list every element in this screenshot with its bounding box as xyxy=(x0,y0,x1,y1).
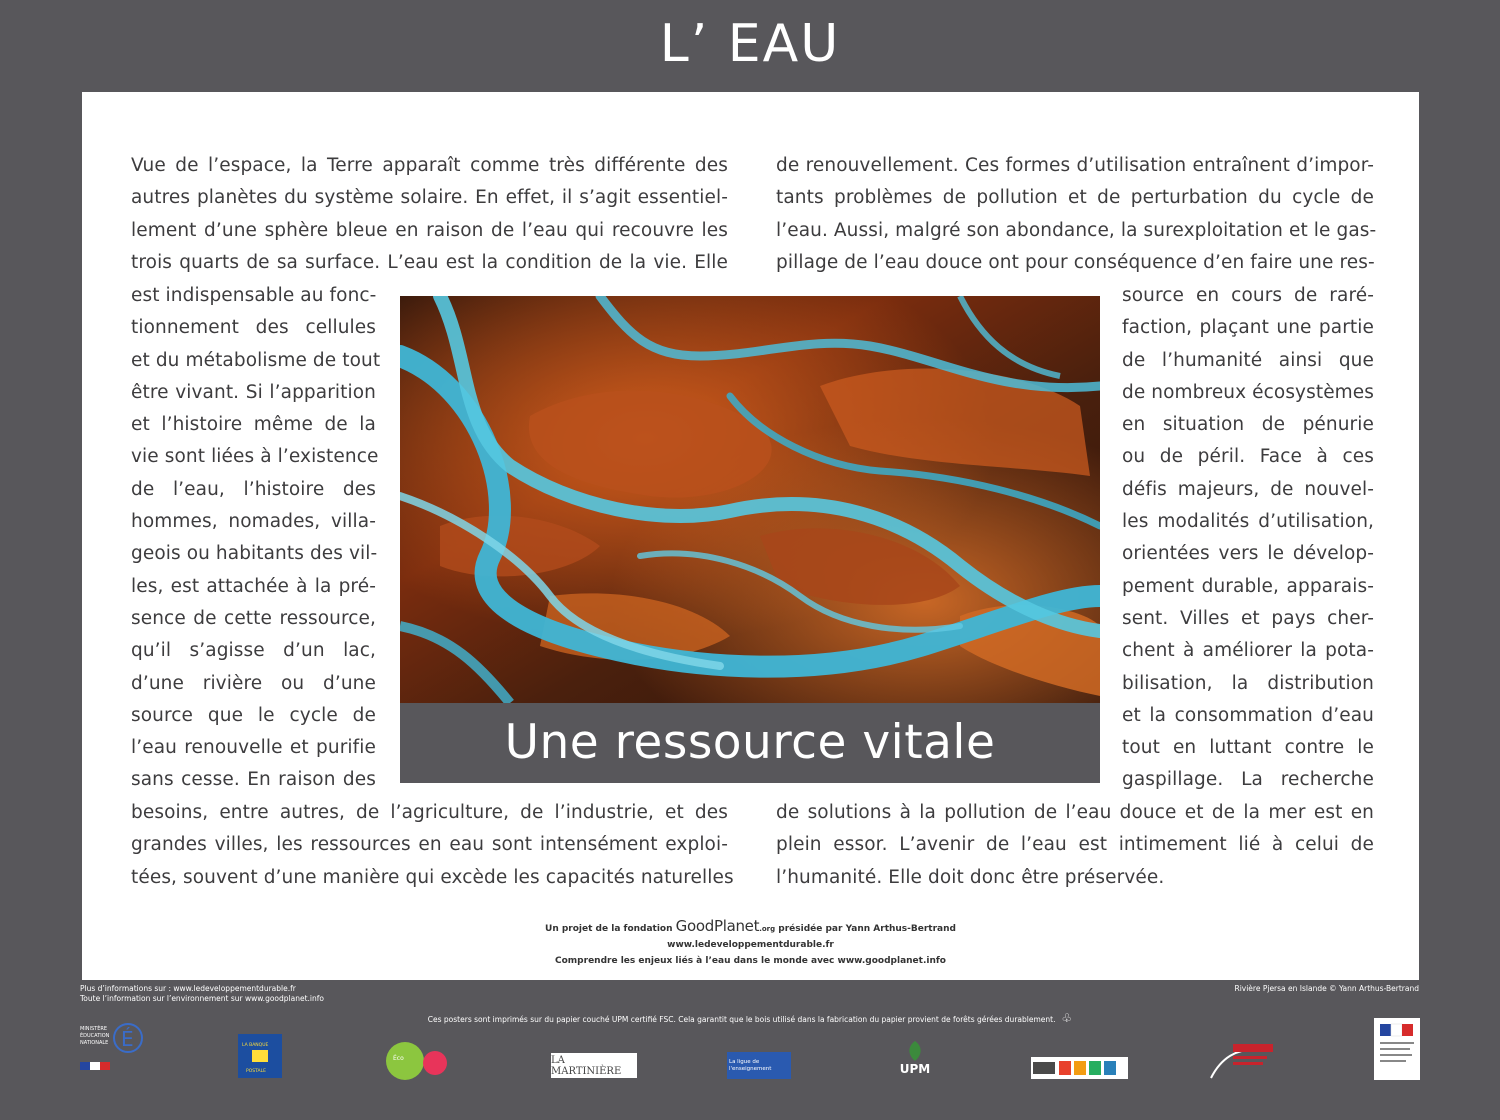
ministere-logo xyxy=(78,1016,144,1080)
goodplanet-suffix: .org xyxy=(759,925,776,933)
credits-prefix: Un projet de la fondation xyxy=(545,924,673,934)
poster-title: L’ EAU xyxy=(659,14,841,74)
text-line: est indispensable au fonc- xyxy=(131,285,377,306)
credits-line xyxy=(82,918,1419,937)
credits-block xyxy=(82,918,1419,969)
text-line: de nombreux écosystèmes xyxy=(1122,381,1375,403)
text-line: lement d’une sphère bleue en raison de l’eau qui recouvre les xyxy=(131,219,728,241)
text-line: qu’il s’agisse d’un lac, xyxy=(131,640,376,662)
photo-caption: Une ressource vitale xyxy=(400,703,1100,783)
text-line: et l’histoire même de la xyxy=(131,414,376,436)
body-left-wrap xyxy=(131,280,381,797)
text-line: orientées vers le dévelop- xyxy=(1122,543,1374,565)
text-line: source en cours de raré- xyxy=(1122,285,1374,306)
text-line: besoins, entre autres, de l’agriculture, de l’industrie, et des xyxy=(131,802,728,823)
text-line: sent. Villes et pays cher- xyxy=(1122,607,1374,629)
paper-note xyxy=(0,1011,1500,1025)
svg-text:LA BANQUE: LA BANQUE xyxy=(242,1043,269,1048)
text-line: trois quarts de sa surface. L’eau est la condition de la vie. Elle xyxy=(131,251,728,273)
text-line: sence de cette ressource, xyxy=(131,607,376,629)
svg-text:É: É xyxy=(121,1027,134,1051)
body-left-bottom xyxy=(131,797,734,894)
text-line: tées, souvent d’une manière qui excède les capacités naturelles xyxy=(131,866,734,888)
text-line: en situation de pénurie xyxy=(1122,414,1374,436)
text-line: gaspillage. La recherche xyxy=(1122,769,1374,791)
ministere-text-1: MINISTÈRE xyxy=(80,1026,108,1032)
text-line: être vivant. Si l’apparition xyxy=(131,381,376,403)
text-line: défis majeurs, de nouvel- xyxy=(1122,478,1374,500)
photo-credit: Rivière Pjersa en Islande © Yann Arthus-Bertrand xyxy=(1234,984,1419,993)
martiniere-logo xyxy=(551,1053,637,1078)
text-line: chent à améliorer la pota- xyxy=(1122,640,1374,662)
footer-info-line: Plus d’informations sur : www.ledeveloppementdurable.fr xyxy=(80,984,296,993)
text-line: de solutions à la pollution de l’eau douce et de la mer est en xyxy=(776,802,1374,823)
text-line: l’eau. Aussi, malgré son abondance, la surexploitation et le gas- xyxy=(776,219,1377,241)
svg-text:POSTALE: POSTALE xyxy=(246,1069,266,1074)
footer-info xyxy=(80,984,324,1004)
ministere-text-3: NATIONALE xyxy=(80,1040,109,1046)
text-line: vie sont liées à l’existence xyxy=(131,446,379,468)
ministere-text-2: ÉDUCATION xyxy=(80,1033,110,1039)
body-left-top xyxy=(131,150,728,279)
svg-text:Éco: Éco xyxy=(393,1055,404,1062)
text-line: l’eau renouvelle et purifie xyxy=(131,737,376,759)
body-right-bottom xyxy=(776,797,1374,894)
text-line: pillage de l’eau douce ont pour conséquence d’en faire une res- xyxy=(776,251,1375,273)
credits-more: Comprendre les enjeux liés à l’eau dans le monde avec www.goodplanet.info xyxy=(555,956,946,966)
upm-text: UPM xyxy=(899,1062,931,1076)
upm-logo xyxy=(895,1036,935,1080)
republique-logo xyxy=(1374,1018,1420,1080)
goodplanet-logo: GoodPlanet xyxy=(675,917,760,935)
river-delta-photo xyxy=(400,296,1100,703)
text-line: geois ou habitants des vil- xyxy=(131,543,378,565)
text-line: de renouvellement. Ces formes d’utilisation entraînent d’impor- xyxy=(776,155,1374,176)
laposte-logo xyxy=(238,1034,282,1078)
red-swoosh-logo xyxy=(1207,1038,1279,1082)
text-line: et du métabolisme de tout xyxy=(131,349,381,371)
text-line: les modalités d’utilisation, xyxy=(1122,511,1374,533)
text-line: faction, plaçant une partie xyxy=(1122,317,1374,339)
text-line: grandes villes, les ressources en eau sont intensément exploi- xyxy=(131,834,728,856)
ligue-logo xyxy=(727,1052,791,1079)
paper-note-text: Ces posters sont imprimés sur du papier couché UPM certifié FSC. Cela garantit que le bois utilisé dans la fabrication du papier provient de forêts gérées durablement. xyxy=(427,1015,1056,1024)
text-line: Vue de l’espace, la Terre apparaît comme très différente des xyxy=(131,155,728,176)
text-line: pement durable, apparais- xyxy=(1122,575,1374,597)
credits-url[interactable]: www.ledeveloppementdurable.fr xyxy=(667,940,834,950)
text-line: tants problèmes de pollution et de perturbation du cycle de xyxy=(776,187,1374,209)
text-line: hommes, nomades, villa- xyxy=(131,511,376,533)
martiniere-text: LA MARTINIÈRE xyxy=(551,1054,622,1077)
credits-suffix: présidée par Yann Arthus-Bertrand xyxy=(778,924,956,934)
text-line: plein essor. L’avenir de l’eau est intimement lié à celui de xyxy=(776,834,1374,856)
text-line: ou de péril. Face à ces xyxy=(1122,446,1374,468)
text-line: et la consommation d’eau xyxy=(1122,704,1374,726)
text-line: d’une rivière ou d’une xyxy=(131,672,376,694)
text-line: tout en luttant contre le xyxy=(1122,737,1374,759)
text-line: l’humanité. Elle doit donc être préservée. xyxy=(776,866,1165,888)
text-line: de l’eau, l’histoire des xyxy=(131,478,376,500)
ligue-text: La ligue de l'enseignement xyxy=(729,1058,772,1072)
green-circle-logo xyxy=(385,1040,451,1082)
footer-info-line: Toute l’information sur l’environnement sur www.goodplanet.info xyxy=(80,994,324,1003)
body-right-top xyxy=(776,150,1377,279)
text-line: les, est attachée à la pré- xyxy=(131,575,376,597)
text-line: autres planètes du système solaire. En effet, il s’agit essentiel- xyxy=(131,187,728,209)
text-line: sans cesse. En raison des xyxy=(131,769,376,791)
colorful-blocks-logo xyxy=(1031,1057,1128,1079)
text-line: bilisation, la distribution xyxy=(1122,672,1374,694)
text-line: tionnement des cellules xyxy=(131,317,376,339)
body-right-wrap xyxy=(1122,280,1374,797)
text-line: source que le cycle de xyxy=(131,704,376,726)
leaf-icon: ♧ xyxy=(1061,1011,1073,1025)
text-line: de l’humanité ainsi que xyxy=(1122,349,1374,371)
content-panel xyxy=(82,92,1419,980)
